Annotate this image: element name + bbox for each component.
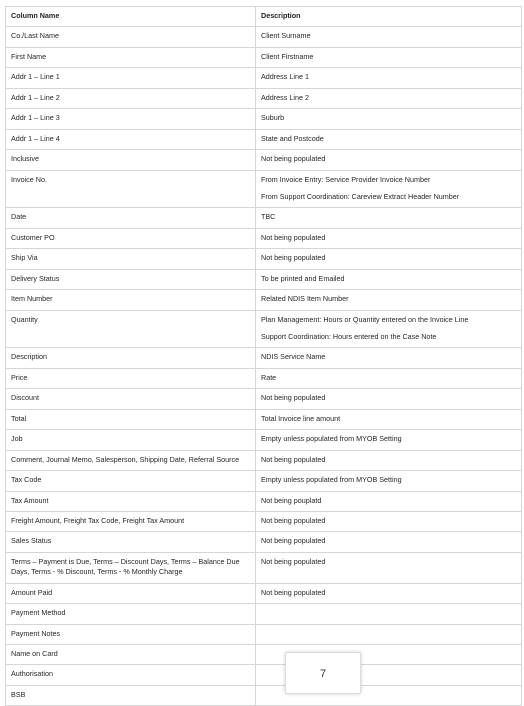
- description-line: Related NDIS Item Number: [261, 294, 349, 304]
- table-row: [6, 290, 522, 310]
- description-cell: [256, 450, 522, 470]
- description-cell: [256, 228, 522, 248]
- column-name-cell: Customer PO: [6, 228, 256, 248]
- description-line: From Support Coordination: Careview Extract Header Number: [261, 191, 460, 201]
- table-row: [6, 249, 522, 269]
- description-cell: [256, 348, 522, 368]
- description-cell: [256, 170, 522, 208]
- column-name-cell: Addr 1 – Line 4: [6, 129, 256, 149]
- table-row: [6, 310, 522, 348]
- description-cell: [256, 368, 522, 388]
- table-row: [6, 27, 522, 47]
- description-line: NDIS Service Name: [261, 352, 326, 362]
- column-name-cell: Invoice No.: [6, 170, 256, 208]
- table-row: [6, 269, 522, 289]
- description-line: Not being populated: [261, 454, 326, 464]
- description-line: Not being populated: [261, 556, 326, 566]
- column-name-cell: Co./Last Name: [6, 27, 256, 47]
- description-cell: [256, 471, 522, 491]
- description-cell: [256, 552, 522, 583]
- description-cell: [256, 624, 522, 644]
- description-cell: [256, 68, 522, 88]
- column-name-cell: Job: [6, 430, 256, 450]
- description-cell: [256, 109, 522, 129]
- description-cell: [256, 409, 522, 429]
- description-cell: [256, 208, 522, 228]
- table-row: [6, 109, 522, 129]
- description-cell: [256, 129, 522, 149]
- table-header-row: [6, 7, 522, 27]
- table-row: [6, 348, 522, 368]
- column-name-cell: Description: [6, 348, 256, 368]
- description-cell: [256, 511, 522, 531]
- table-row: [6, 409, 522, 429]
- column-name-cell: BSB: [6, 685, 256, 705]
- column-name-cell: Tax Amount: [6, 491, 256, 511]
- description-line: Support Coordination: Hours entered on the Case Note: [261, 332, 437, 341]
- description-cell: [256, 249, 522, 269]
- description-line: Not being populated: [261, 587, 326, 597]
- table-body: [6, 27, 522, 706]
- page-number: 7: [319, 668, 327, 680]
- column-mapping-table: [5, 6, 522, 706]
- table-row: [6, 511, 522, 531]
- column-name-cell: Tax Code: [6, 471, 256, 491]
- table-row: [6, 624, 522, 644]
- description-line: Empty unless populated from MYOB Setting: [261, 475, 402, 485]
- description-cell: [256, 47, 522, 67]
- description-cell: [256, 88, 522, 108]
- column-name-cell: Inclusive: [6, 150, 256, 170]
- description-line: Rate: [261, 372, 277, 382]
- table-row: [6, 645, 522, 665]
- column-name-cell: Total: [6, 409, 256, 429]
- description-line: Not being populated: [261, 253, 326, 263]
- description-line: Not being populated: [261, 154, 326, 164]
- description-header: Description: [256, 7, 522, 27]
- page-number-tab: [285, 652, 361, 694]
- table-row: [6, 450, 522, 470]
- column-name-header: Column Name: [6, 7, 256, 27]
- description-line: Total Invoice line amount: [261, 413, 341, 423]
- description-cell: [256, 290, 522, 310]
- description-cell: [256, 491, 522, 511]
- table-row: [6, 170, 522, 208]
- description-cell: [256, 532, 522, 552]
- table-row: [6, 430, 522, 450]
- description-line: Address Line 1: [261, 72, 309, 82]
- column-name-cell: Date: [6, 208, 256, 228]
- table-row: [6, 665, 522, 685]
- description-line: Not being populated: [261, 393, 326, 403]
- column-name-cell: Payment Notes: [6, 624, 256, 644]
- column-name-cell: Delivery Status: [6, 269, 256, 289]
- description-line: Client Firstname: [261, 51, 314, 61]
- table-row: [6, 47, 522, 67]
- description-cell: [256, 150, 522, 170]
- column-name-cell: Quantity: [6, 310, 256, 348]
- table-row: [6, 208, 522, 228]
- column-name-cell: Addr 1 – Line 1: [6, 68, 256, 88]
- description-cell: [256, 27, 522, 47]
- column-name-cell: Amount Paid: [6, 583, 256, 603]
- table-row: [6, 491, 522, 511]
- column-name-cell: Payment Method: [6, 604, 256, 624]
- column-name-cell: Price: [6, 368, 256, 388]
- column-name-cell: Comment, Journal Memo, Salesperson, Shipping Date, Referral Source: [6, 450, 256, 470]
- table-row: [6, 604, 522, 624]
- description-line: TBC: [261, 212, 276, 222]
- description-line: Plan Management: Hours or Quantity entered on the Invoice Line: [261, 314, 469, 324]
- column-name-cell: Addr 1 – Line 2: [6, 88, 256, 108]
- table-row: [6, 389, 522, 409]
- description-line: Address Line 2: [261, 92, 309, 102]
- column-name-cell: Sales Status: [6, 532, 256, 552]
- column-name-cell: Item Number: [6, 290, 256, 310]
- description-line: Client Surname: [261, 31, 311, 41]
- description-line: From Invoice Entry: Service Provider Invoice Number: [261, 174, 431, 184]
- column-name-cell: Ship Via: [6, 249, 256, 269]
- description-cell: [256, 604, 522, 624]
- description-cell: [256, 389, 522, 409]
- table-row: [6, 471, 522, 491]
- table-row: [6, 368, 522, 388]
- column-name-cell: Authorisation: [6, 665, 256, 685]
- description-cell: [256, 583, 522, 603]
- description-line: Suburb: [261, 113, 285, 123]
- description-cell: [256, 430, 522, 450]
- description-cell: [256, 269, 522, 289]
- description-cell: [256, 310, 522, 348]
- description-line: Not being pouplatd: [261, 495, 322, 505]
- table-row: [6, 552, 522, 583]
- table-row: [6, 88, 522, 108]
- description-line: To be printed and Emailed: [261, 273, 345, 283]
- table-row: [6, 583, 522, 603]
- column-name-cell: Discount: [6, 389, 256, 409]
- column-name-cell: First Name: [6, 47, 256, 67]
- description-line: State and Postcode: [261, 133, 324, 143]
- description-line: Empty unless populated from MYOB Setting: [261, 434, 402, 444]
- column-name-cell: Name on Card: [6, 645, 256, 665]
- table-row: [6, 228, 522, 248]
- table-row: [6, 68, 522, 88]
- column-name-cell: Addr 1 – Line 3: [6, 109, 256, 129]
- description-line: Not being populated: [261, 232, 326, 242]
- description-line: Not being populated: [261, 515, 326, 525]
- column-name-cell: Freight Amount, Freight Tax Code, Freight Tax Amount: [6, 511, 256, 531]
- table-row: [6, 685, 522, 705]
- column-name-cell: Terms – Payment is Due, Terms – Discount Days, Terms – Balance Due Days, Terms - % Discount, Terms - % Monthly Charge: [6, 552, 256, 583]
- table-row: [6, 150, 522, 170]
- table-row: [6, 532, 522, 552]
- table-row: [6, 129, 522, 149]
- description-line: Not being populated: [261, 536, 326, 546]
